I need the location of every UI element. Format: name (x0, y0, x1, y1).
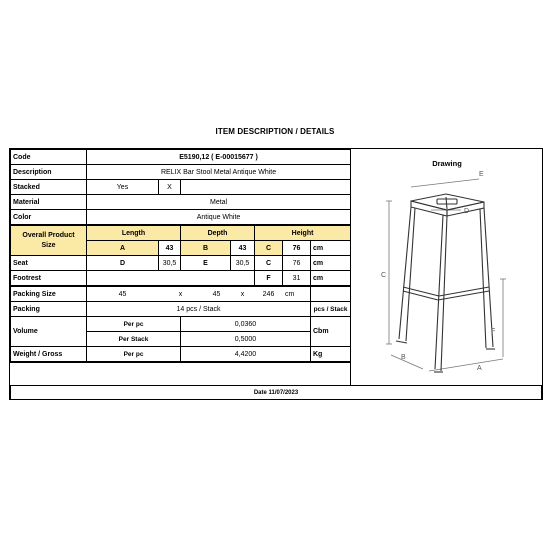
seat-label: Seat (11, 256, 87, 271)
row-packing (11, 302, 351, 317)
volume-per-pc-label: Per pc (87, 317, 181, 332)
stool-drawing (351, 149, 544, 385)
seat-unit: cm (311, 256, 351, 271)
row-packing-size (11, 286, 351, 302)
spec-table (10, 149, 351, 363)
code-value: E5190,12 ( E-00015677 ) (87, 150, 351, 165)
row-material (11, 195, 351, 210)
overall-c-key: C (255, 241, 283, 256)
date-table (10, 385, 542, 400)
seat-e-key: E (181, 256, 231, 271)
description-label: Description (11, 165, 87, 180)
volume-label: Volume (11, 317, 87, 347)
stacked-empty (181, 180, 351, 195)
packing-size-unit: cm (283, 286, 311, 302)
packing-size-blank (311, 286, 351, 302)
dim-label-c: C (381, 272, 387, 279)
row-stacked (11, 180, 351, 195)
volume-per-stack-label: Per Stack (87, 332, 181, 347)
row-volume-pc (11, 317, 351, 332)
depth-header: Depth (181, 225, 255, 241)
packing-size-height: 246 (255, 286, 283, 302)
description-value: RELIX Bar Stool Metal Antique White (87, 165, 351, 180)
packing-value: 14 pcs / Stack (87, 302, 311, 317)
length-header: Length (87, 225, 181, 241)
height-header: Height (255, 225, 351, 241)
overall-c-value: 76 (283, 241, 311, 256)
packing-size-label: Packing Size (11, 286, 87, 302)
footrest-f-key: F (255, 271, 283, 287)
packing-size-x1: x (159, 286, 203, 302)
dim-label-d: D (464, 208, 470, 215)
seat-c-key: C (255, 256, 283, 271)
date-value: Date 11/07/2023 (11, 386, 542, 400)
overall-b-value: 43 (231, 241, 255, 256)
row-overall-header (11, 225, 351, 241)
row-color (11, 210, 351, 226)
overall-a-value: 43 (159, 241, 181, 256)
material-value: Metal (87, 195, 351, 210)
seat-d-value: 30,5 (159, 256, 181, 271)
row-footrest (11, 271, 351, 287)
stacked-label: Stacked (11, 180, 87, 195)
overall-b-key: B (181, 241, 231, 256)
weight-value: 4,4200 (181, 347, 311, 363)
packing-size-width: 45 (203, 286, 231, 302)
seat-c-value: 76 (283, 256, 311, 271)
drawing-panel (350, 149, 543, 385)
volume-per-stack-value: 0,5000 (181, 332, 311, 347)
color-label: Color (11, 210, 87, 226)
footrest-unit: cm (311, 271, 351, 287)
footrest-label: Footrest (11, 271, 87, 287)
stool-frame (396, 194, 495, 372)
color-value: Antique White (87, 210, 351, 226)
weight-label: Weight / Gross (11, 347, 87, 363)
packing-unit: pcs / Stack (311, 302, 351, 317)
overall-size-label (11, 225, 87, 256)
dim-label-e: E (479, 171, 484, 178)
seat-e-value: 30,5 (231, 256, 255, 271)
seat-d-key: D (87, 256, 159, 271)
overall-unit: cm (311, 241, 351, 256)
row-code (11, 150, 351, 165)
dim-label-b: B (401, 354, 406, 361)
packing-label: Packing (11, 302, 87, 317)
overall-label-line1: Overall Product (22, 231, 75, 239)
drawing-title: Drawing (432, 159, 462, 168)
row-weight (11, 347, 351, 363)
spec-sheet (9, 148, 543, 400)
row-description (11, 165, 351, 180)
weight-unit: Kg (311, 347, 351, 363)
dim-label-f: F (491, 328, 496, 335)
volume-unit: Cbm (311, 317, 351, 347)
document-title: ITEM DESCRIPTION / DETAILS (215, 127, 335, 136)
row-seat (11, 256, 351, 271)
packing-size-length: 45 (87, 286, 159, 302)
row-date (11, 386, 542, 400)
dim-label-a: A (477, 365, 482, 372)
code-label: Code (11, 150, 87, 165)
overall-label-line2: Size (41, 241, 56, 249)
footrest-f-value: 31 (283, 271, 311, 287)
overall-a-key: A (87, 241, 159, 256)
weight-per-pc-label: Per pc (87, 347, 181, 363)
packing-size-x2: x (231, 286, 255, 302)
material-label: Material (11, 195, 87, 210)
stacked-yes: Yes (87, 180, 159, 195)
stacked-mark: X (159, 180, 181, 195)
footrest-empty (87, 271, 255, 287)
volume-per-pc-value: 0,0360 (181, 317, 311, 332)
